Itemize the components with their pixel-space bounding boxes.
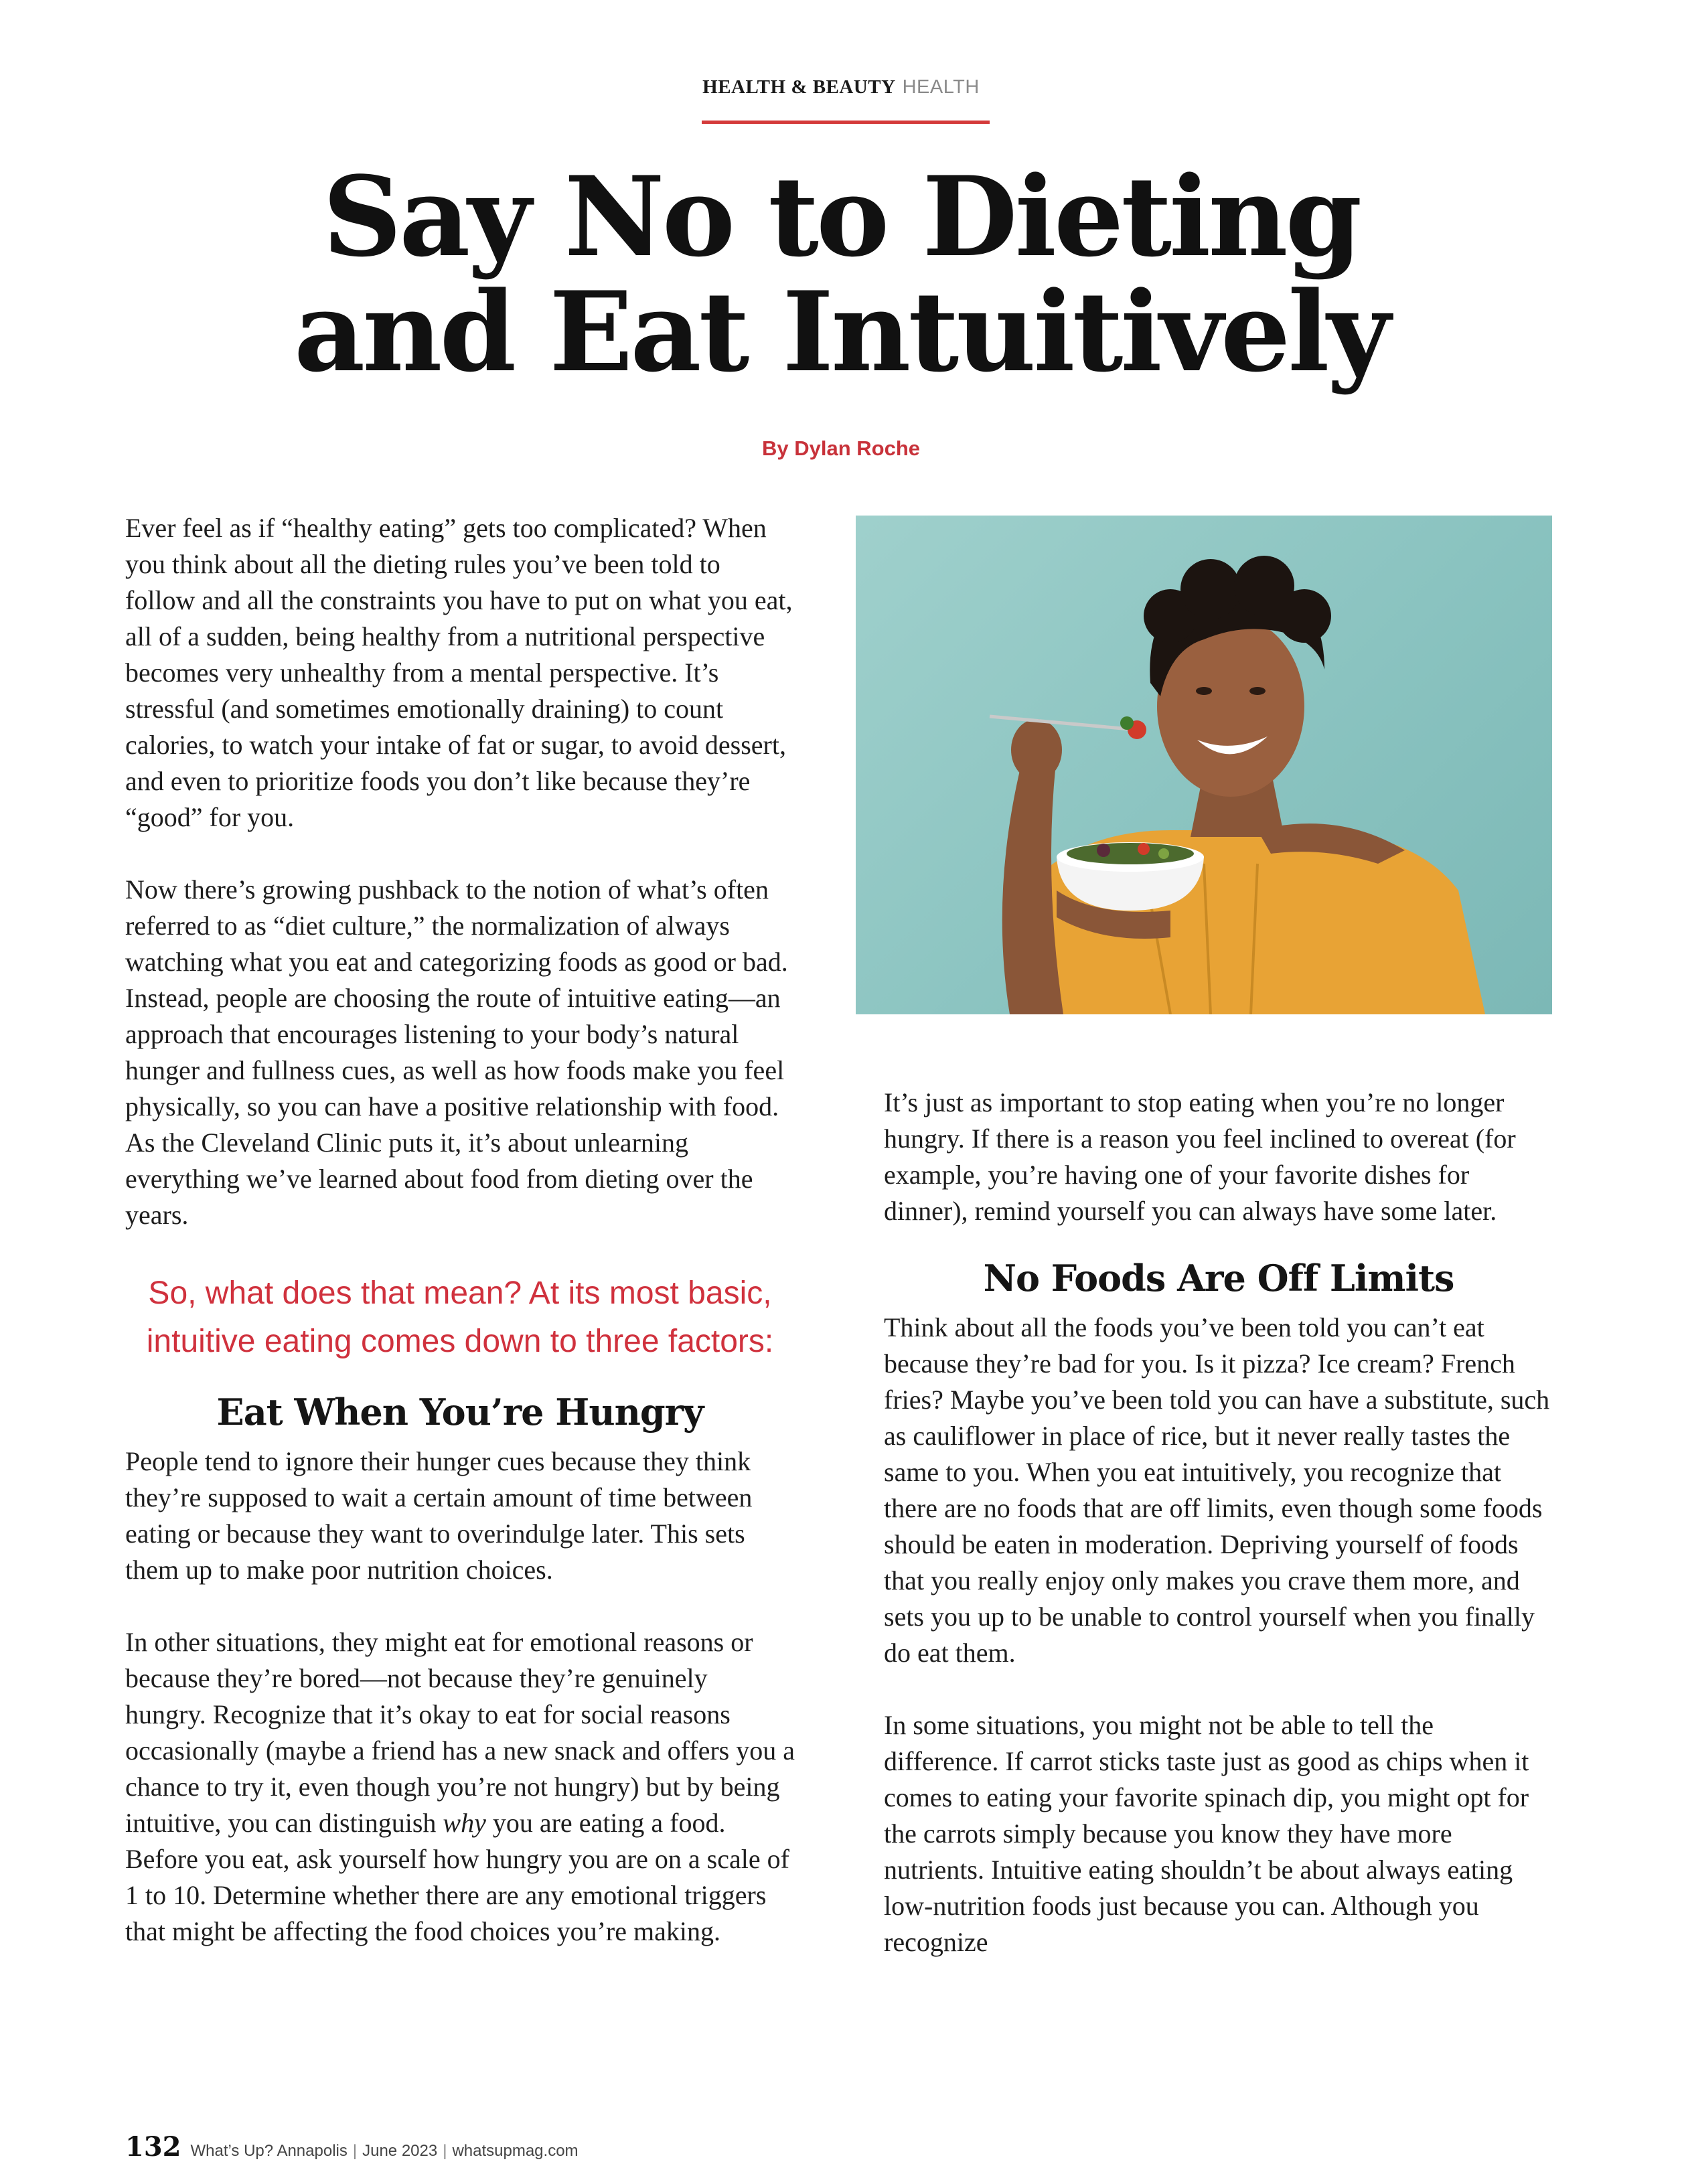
stop-eating-paragraph: It’s just as important to stop eating when you’re no longer hungry. If there is a reason you feel inclined to overeat (for example, you’re having one of your favorite dishes for dinner), remind yourself you can always have some later. [884,1087,1516,1226]
hungry-paragraph-1: People tend to ignore their hunger cues because they think they’re supposed to wait a certain amount of time between eating or because they want to overindulge later. This sets them up to make poor nutrition choices. [125,1446,753,1585]
section-label: HEALTH & BEAUTY [702,76,896,98]
right-column [884,1085,1553,1960]
website: whatsupmag.com [452,2142,579,2160]
publication-name: What’s Up? Annapolis [190,2142,348,2160]
title-line-1: Say No to Dieting [322,152,1360,281]
emphasis-why: why [443,1808,486,1838]
intro-paragraph-1: Ever feel as if “healthy eating” gets too complicated? When you think about all the dieting rules you’ve been told to follow and all the constraints you have to put on what you eat, all of a sudden, being healthy from a nutritional perspective becomes very unhealthy from a mental perspective. It’s stressful (and sometimes emotionally draining) to count calories, to watch your intake of fat or sugar, to avoid dessert, and even to prioritize foods you don’t like because they’re “good” for you. [125,513,793,832]
off-limits-paragraph-1: Think about all the foods you’ve been told you can’t eat because they’re bad for you. Is it pizza? Ice cream? French fries? Maybe you’ve been told you can have a substitute, such as cauliflower in place of rice, but it never really tastes the same to you. When you eat intuitively, you recognize that there are no foods that are off limits, even though some foods should be eaten in moderation. Depriving yourself of foods that you really enjoy only makes you crave them more, and sets you up to be unable to control yourself when you finally do eat them. [884,1312,1550,1668]
intro-paragraph-2: Now there’s growing pushback to the notion of what’s often referred to as “diet culture,” the normalization of always watching what you eat and categorizing foods as good or bad. Instead, people are choosing the route of intuitive eating—an approach that encourages listening to your body’s natural hunger and fullness cues, as well as how foods make you feel physically, so you can have a positive relationship with food. As the Cleveland Clinic puts it, it’s about unlearning everything we’ve learned about food from dieting over the years. [125,874,788,1230]
byline: By Dylan Roche [761,437,920,460]
woman-eating-salad-illustration [856,516,1552,1014]
article-photo [856,516,1552,1014]
page-number: 132 [125,2131,181,2163]
footer-separator: | [443,2142,447,2160]
title-line-2: and Eat Intuitively [294,267,1388,396]
footer-separator: | [352,2142,358,2160]
section-heading-off-limits: No Foods Are Off Limits [983,1257,1454,1300]
subsection-label: HEALTH [902,76,980,98]
pull-quote: So, what does that mean? At its most basic, intuitive eating comes down to three factors: [146,1275,774,1359]
section-heading-hungry: Eat When You’re Hungry [216,1391,704,1433]
kicker-rule [702,121,990,124]
hungry-paragraph-2: In other situations, they might eat for emotional reasons or because they’re bored—not because they’re genuinely hungry. Recognize that it’s okay to eat for social reasons occasionally (maybe a friend has a new snack and offers you a chance to try it, even though you’re not hungry) but by being intuitive, you can distinguish why you are eating a food. Before you eat, ask yourself how hungry you are on a scale of 1 to 10. Determine whether there are any emotional triggers that might be affecting the food choices you’re making. [125,1627,795,1946]
page-footer [125,2131,579,2163]
left-column [125,510,795,1950]
article-title [0,152,1682,396]
section-kicker [0,75,1682,98]
off-limits-paragraph-2: In some situations, you might not be able to tell the difference. If carrot sticks taste just as good as chips when it comes to eating your favorite spinach dip, you might opt for the carrots simply because you know they have more nutrients. Intuitive eating shouldn’t be about always eating low-nutrition foods just because you can. Although you recognize [884,1710,1529,1957]
issue-date: June 2023 [362,2142,438,2160]
